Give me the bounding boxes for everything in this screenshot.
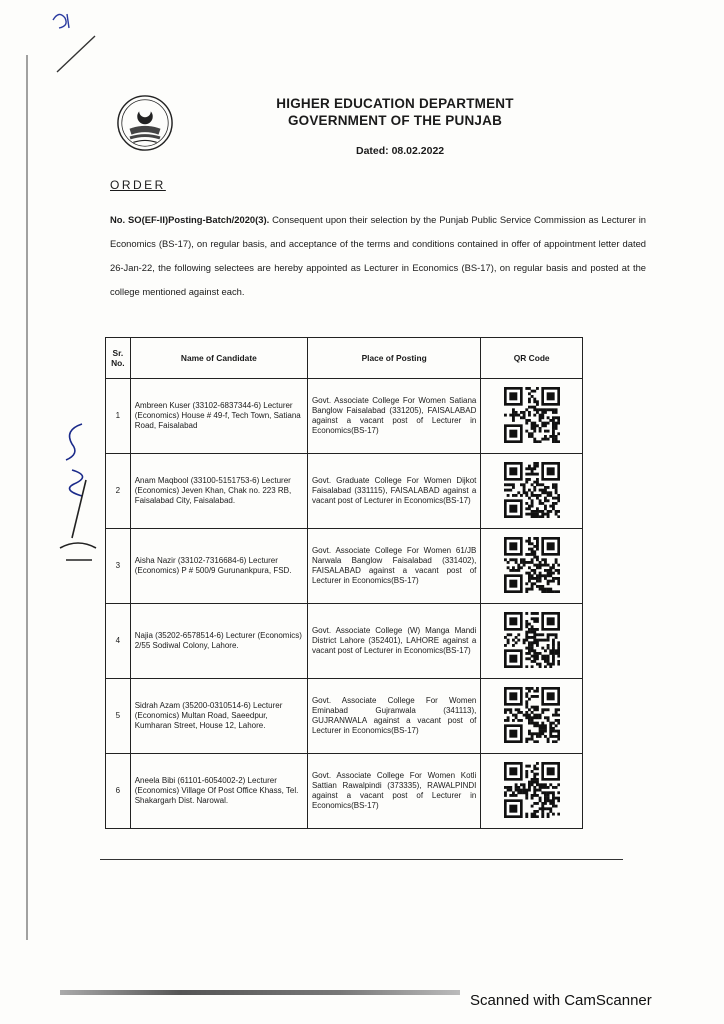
table-row [106, 379, 583, 454]
table-row [106, 454, 583, 529]
candidate-name: Anam Maqbool (33100-5151753-6) Lecturer (Economics) Jeven Khan, Chak no. 223 RB, Faisalabad City, Faisalabad. [130, 454, 307, 529]
table-row [106, 604, 583, 679]
sr-no: 6 [106, 754, 131, 829]
table-header-row [106, 338, 583, 379]
table-row [106, 679, 583, 754]
camscanner-watermark: Scanned with CamScanner [470, 992, 652, 1009]
place-of-posting: Govt. Associate College For Women Satiana Banglow Faisalabad (331205), FAISALABAD against a vacant post of Lecturer in Economics(BS-17) [307, 379, 480, 454]
government-title: GOVERNMENT OF THE PUNJAB [287, 113, 503, 128]
sr-no: 3 [106, 529, 131, 604]
sr-no: 1 [106, 379, 131, 454]
qr-code-icon [504, 612, 560, 668]
department-title: HIGHER EDUCATION DEPARTMENT [276, 96, 514, 111]
sr-no: 4 [106, 604, 131, 679]
header-qr: QR Code [481, 338, 583, 379]
qr-code-icon [504, 537, 560, 593]
candidate-name: Aisha Nazir (33102-7316684-6) Lecturer (Economics) P # 500/9 Gurunankpura, FSD. [130, 529, 307, 604]
place-of-posting: Govt. Graduate College For Women Dijkot Faisalabad (331115), FAISALABAD against a vacant post of Lecturer in Economics(BS-17) [307, 454, 480, 529]
candidate-name: Najia (35202-6578514-6) Lecturer (Economics) 2/55 Sodiwal Colony, Lahore. [130, 604, 307, 679]
header-sr-no: Sr. No. [106, 338, 131, 379]
table-row [106, 754, 583, 829]
qr-code-icon [504, 762, 560, 818]
sr-no: 5 [106, 679, 131, 754]
table-row [106, 529, 583, 604]
postings-table [105, 337, 583, 829]
qr-code-icon [504, 387, 560, 443]
handwritten-signature [52, 420, 108, 570]
order-body [110, 208, 646, 304]
place-of-posting: Govt. Associate College (W) Manga Mandi District Lahore (352401), LAHORE against a vacant post of Lecturer in Economics(BS-17) [307, 604, 480, 679]
candidate-name: Ambreen Kuser (33102-6837344-6) Lecturer (Economics) House # 49-f, Tech Town, Satiana Road, Faisalabad [130, 379, 307, 454]
header-place: Place of Posting [307, 338, 480, 379]
candidate-name: Sidrah Azam (35200-0310514-6) Lecturer (Economics) Multan Road, Saeedpur, Kumharan Street, House 12, Lahore. [130, 679, 307, 754]
document-bottom-line [100, 859, 623, 860]
place-of-posting: Govt. Associate College For Women 61/JB Narwala Banglow Faisalabad (331402), FAISALABAD against a vacant post of Lecturer in Economics(BS-17) [307, 529, 480, 604]
sr-no: 2 [106, 454, 131, 529]
qr-code-icon [504, 687, 560, 743]
date-line: Dated: 08.02.2022 [356, 145, 445, 157]
qr-code-icon [504, 462, 560, 518]
candidate-name: Aneela Bibi (61101-6054002-2) Lecturer (Economics) Village Of Post Office Khass, Tel. Shakargarh Dist. Narowal. [130, 754, 307, 829]
order-number: No. SO(EF-II)Posting-Batch/2020(3). [110, 214, 270, 225]
margin-line [26, 55, 28, 940]
place-of-posting: Govt. Associate College For Women Kotli Sattian Rawalpindi (373335), RAWALPINDI against a vacant post of Lecturer in Economics(BS-17) [307, 754, 480, 829]
scan-edge-line [60, 990, 460, 995]
place-of-posting: Govt. Associate College For Women Eminabad Gujranwala (341113), GUJRANWALA against a vacant post of Lecturer in Economics(BS-17) [307, 679, 480, 754]
order-text: Consequent upon their selection by the Punjab Public Service Commission as Lecturer in Economics (BS-17), on regular basis, and acceptance of the terms and conditions contained in offer of appointment letter dated 26-Jan-22, the following selectees are hereby appointed as Lecturer in Economics (BS-17), on regular basis and posted at the college mentioned against each. [110, 214, 647, 297]
punjab-government-emblem [116, 94, 174, 152]
handwritten-tick-mark [45, 6, 105, 86]
header-name: Name of Candidate [130, 338, 307, 379]
order-heading: ORDER [110, 178, 166, 192]
